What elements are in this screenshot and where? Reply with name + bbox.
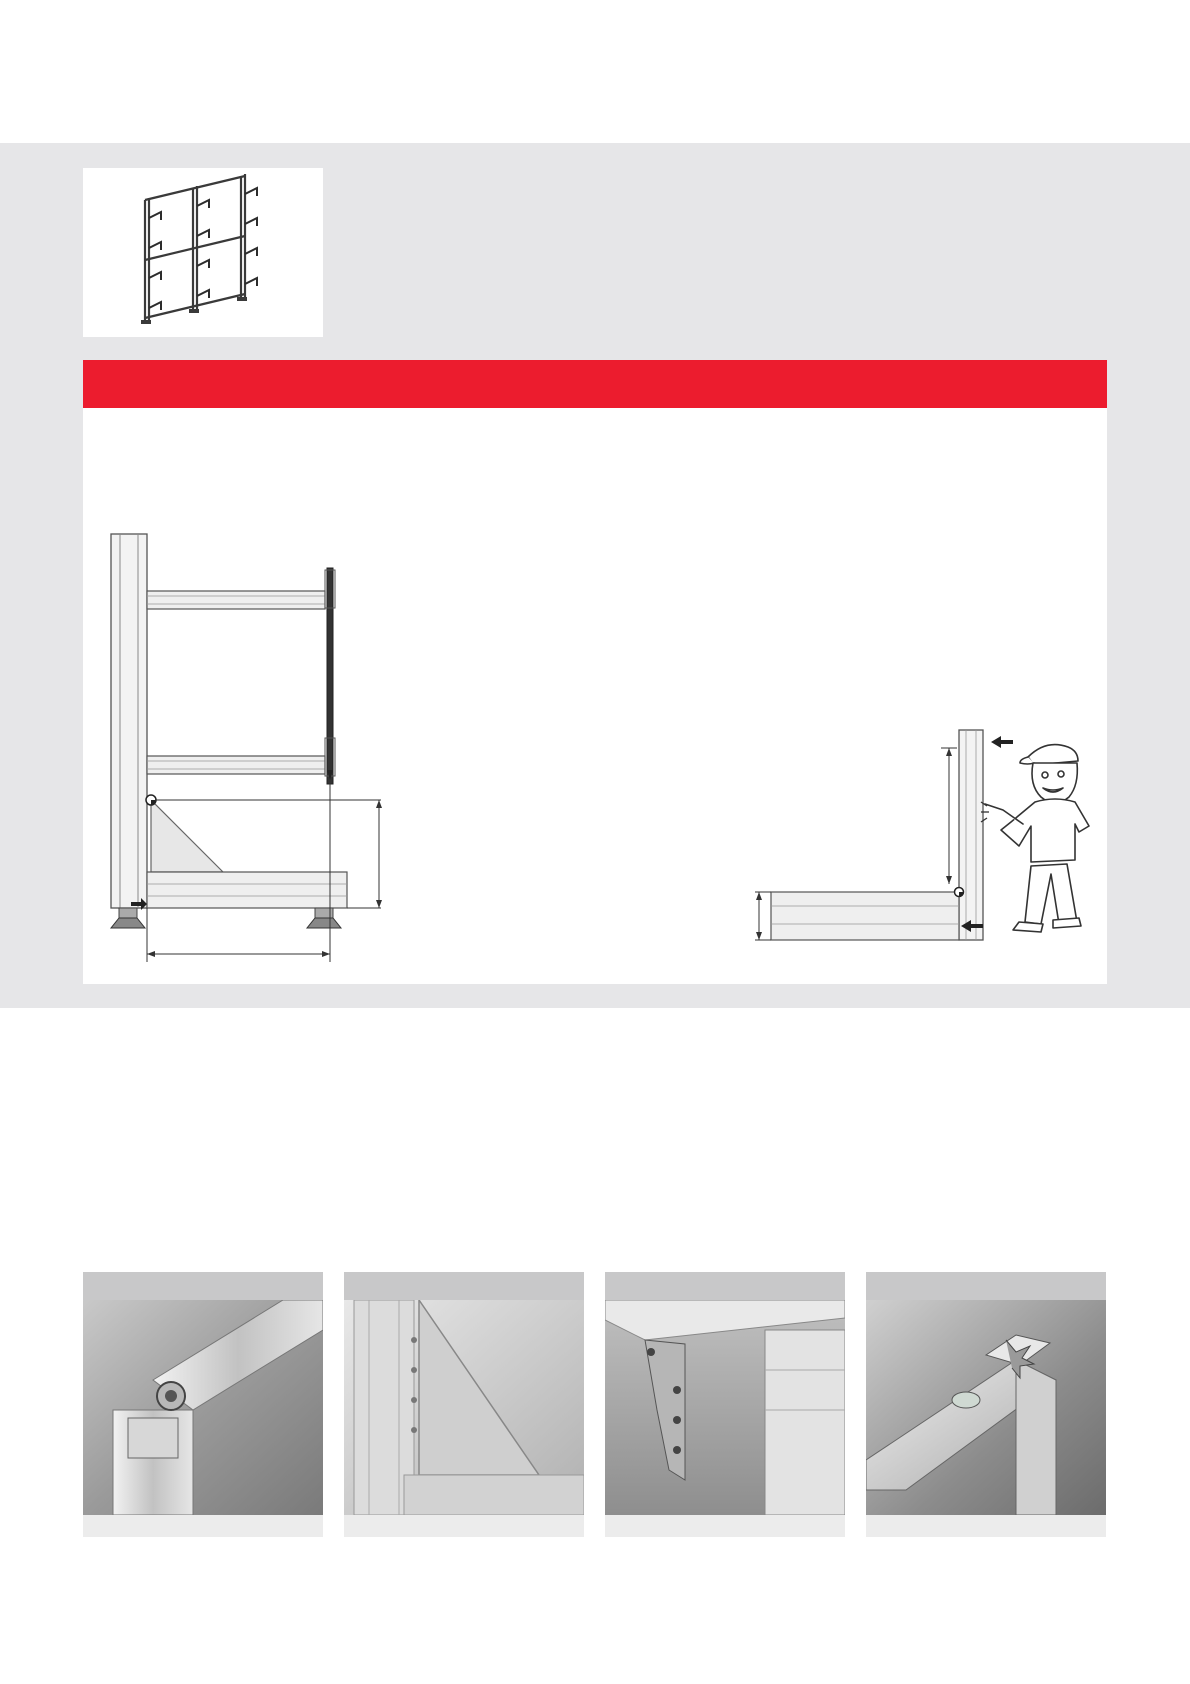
technical-drawing-panel — [83, 408, 1107, 984]
rack-side-view-drawing — [111, 534, 382, 962]
photo-card-title-bar — [83, 1272, 323, 1300]
photo-card-title-bar — [344, 1272, 584, 1300]
photo-card-3 — [605, 1272, 845, 1537]
gusset-plate-photo — [344, 1300, 584, 1515]
angle-bracket-photo — [605, 1300, 845, 1515]
profile-connector-photo — [83, 1300, 323, 1515]
photo-card-title-bar — [866, 1272, 1106, 1300]
photo-card-title-bar — [605, 1272, 845, 1300]
photo-card-caption-bar — [83, 1515, 323, 1537]
photo-card-caption-bar — [344, 1515, 584, 1537]
photo-card-2 — [344, 1272, 584, 1537]
photo-card-1 — [83, 1272, 323, 1537]
photo-card-4 — [866, 1272, 1106, 1537]
rack-assembly-with-person-drawing — [755, 730, 1089, 940]
section-header-bar — [83, 360, 1107, 408]
end-cap-photo — [866, 1300, 1106, 1515]
photo-card-caption-bar — [866, 1515, 1106, 1537]
cantilever-rack-icon — [83, 168, 323, 337]
photo-card-caption-bar — [605, 1515, 845, 1537]
